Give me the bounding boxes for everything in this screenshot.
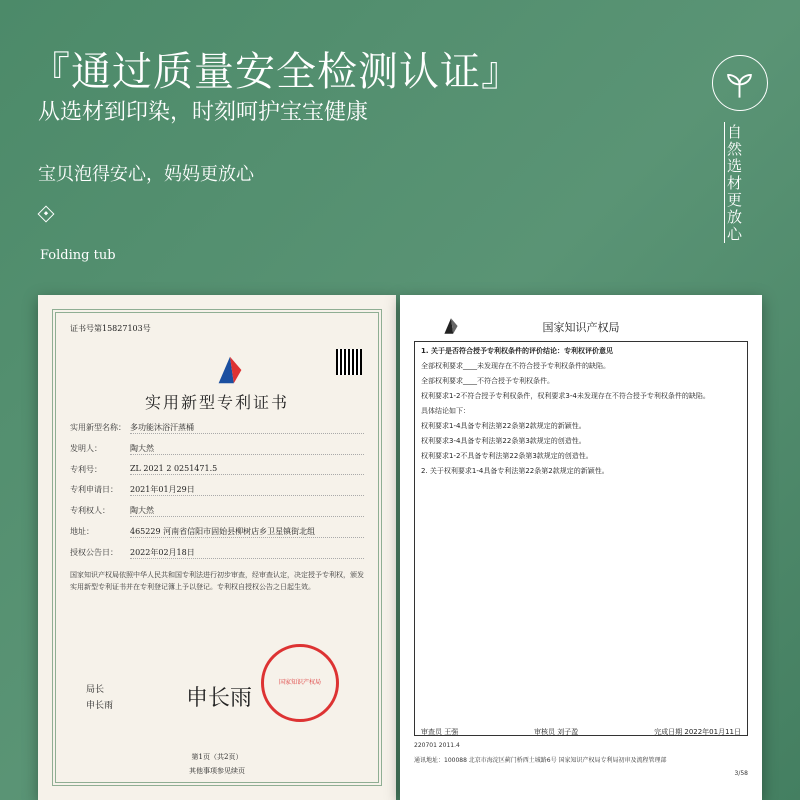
chief-name: 申长雨 (86, 701, 114, 711)
field-label: 授权公告日： (70, 548, 118, 557)
certificate-field (70, 505, 364, 517)
field-label: 地址： (70, 527, 94, 536)
subheadline: 从选材到印染，时刻呵护宝宝健康 (38, 100, 369, 125)
evaluation-line: 全部权利要求____未发现存在不符合授予专利权条件的缺陷。 (421, 362, 610, 370)
field-label: 实用新型名称： (70, 423, 126, 432)
field-value: 陶大然 (130, 505, 364, 517)
date-label: 完成日期 (654, 728, 683, 736)
evaluation-report (400, 295, 762, 800)
evaluation-line: 具体结论如下： (421, 407, 470, 415)
tagline: 宝贝泡得安心，妈妈更放心 (38, 164, 254, 185)
page-indicator: 第1页（共2页） (191, 753, 243, 761)
field-value: 多功能沐浴汗蒸桶 (130, 422, 364, 434)
cnipa-emblem-icon (211, 351, 249, 389)
field-label: 专利申请日： (70, 485, 118, 494)
form-code: 220701 2011.4 (414, 742, 460, 749)
side-vertical-text: 自然选材 更放心 (724, 122, 744, 243)
english-label: Folding tub (40, 248, 116, 263)
field-value: 465229 河南省信阳市固始县柳树店乡卫星镇街北组 (130, 526, 364, 538)
examiner-name: 王强 (444, 728, 459, 736)
org-name: 国家知识产权局 (542, 321, 620, 334)
patent-certificate (38, 295, 396, 800)
evaluation-line: 权利要求1-2不具备专利法第22条第3款规定的创造性。 (421, 452, 593, 460)
cnipa-logo-icon (440, 315, 462, 337)
certificate-title: 实用新型专利证书 (144, 393, 289, 412)
field-value: 2022年02月18日 (130, 547, 364, 559)
certificate-field (70, 484, 364, 496)
evaluation-line: 2. 关于权利要求1-4具备专利法第22条第2款规定的新颖性。 (421, 467, 609, 475)
headline: 『通过质量安全检测认证』 (30, 49, 522, 95)
field-label: 发明人： (70, 444, 102, 453)
evaluation-line: 权利要求3-4具备专利法第22条第3款规定的创造性。 (421, 437, 586, 445)
certificate-field (70, 422, 364, 434)
evaluation-line: 权利要求1-2不符合授予专利权条件，权利要求3-4未发现存在不符合授予专利权条件的缺陷。 (421, 392, 710, 400)
certificate-note: 国家知识产权局依照中华人民共和国专利法进行初步审查，经审查认定，决定授予专利权，颁发实用新型专利证书并在专利登记簿上予以登记。专利权自授权公告之日起生效。 (70, 571, 364, 591)
field-label: 专利号： (70, 465, 102, 474)
reviewer-name: 刘子盈 (557, 728, 579, 736)
certificate-field (70, 547, 364, 559)
section-heading: 1. 关于是否符合授予专利权条件的评价结论：专利权评价意见 (421, 347, 613, 355)
leaf-logo-icon (712, 55, 768, 111)
evaluation-line: 权利要求1-4具备专利法第22条第2款规定的新颖性。 (421, 422, 586, 430)
qr-code (336, 349, 362, 375)
examiner-label: 审查员 (421, 728, 442, 736)
diamond-icon (38, 206, 55, 223)
page-number: 3/58 (734, 770, 748, 777)
chief-label: 局长 (86, 685, 105, 695)
certificate-footer: 其他事项参见续页 (189, 767, 245, 775)
field-value: ZL 2021 2 0251471.5 (130, 464, 364, 475)
certificate-number: 证书号第15827103号 (70, 324, 151, 333)
certificate-field (70, 526, 364, 538)
field-label: 专利权人： (70, 506, 110, 515)
mailing-address: 通讯地址：100088 北京市海淀区蓟门桥西土城路6号 国家知识产权局专利局初审及流程管理部 (414, 757, 667, 764)
completion-date: 2022年01月11日 (684, 728, 741, 736)
evaluation-box (414, 341, 748, 736)
evaluation-line: 全部权利要求____不符合授予专利权条件。 (421, 377, 554, 385)
reviewer-label: 审核员 (534, 728, 556, 736)
field-value: 陶大然 (130, 443, 364, 455)
signature: 申长雨 (186, 686, 253, 711)
certificate-field (70, 464, 364, 475)
field-value: 2021年01月29日 (130, 484, 364, 496)
certificate-field (70, 443, 364, 455)
official-seal: 国家知识产权局 (261, 644, 339, 722)
